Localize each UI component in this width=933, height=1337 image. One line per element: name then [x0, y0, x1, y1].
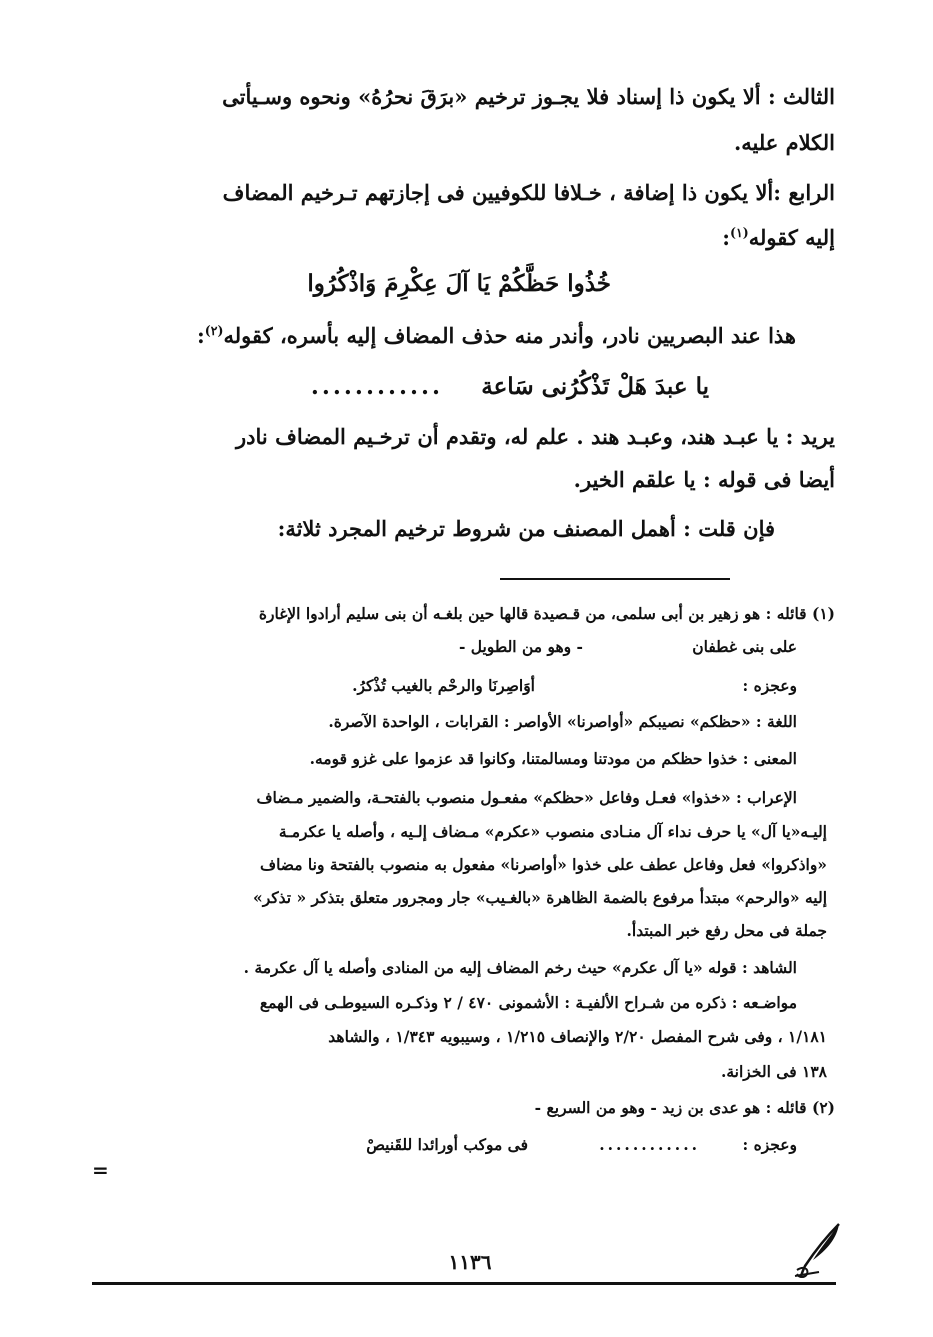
page-bottom-rule [92, 1282, 836, 1285]
footnote-1-evidence: الشاهد : قوله «يا آل عكرم» حيث رخم المضاف إليه من المنادى وأصله يا آل عكرمة . [243, 958, 797, 977]
footnote-1-line-2a: على بنى غطفان [692, 637, 797, 656]
footnote-separator [500, 578, 730, 580]
paragraph-third-condition-line-2: الكلام عليه. [733, 130, 835, 155]
paragraph-if-you-say: فإن قلت : أهمل المصنف من شروط ترخيم المجرد ثلاثة: [277, 516, 775, 541]
footnote-1-parsing-line-2: إليـه«يا آل» يا حرف نداء آل منـادى منصوب «عكرم» مـضاف إلـيه ، وأصله يا عكرمـة [278, 822, 827, 841]
paragraph-meaning-line-1: يريد : يا عبـد هند، وعبـد هند . علم له، وتقدم أن ترخـيم المضاف نادر [236, 424, 835, 449]
footnote-2-line-2a: وعجزه : [742, 1135, 797, 1154]
footnote-1-line-1: (١) قائله : هو زهير بن أبى سلمى، من قـصيدة قالها حين بلغـه أن بنى سليم أرادوا الإغارة [258, 604, 835, 623]
footnote-1-sources-line-3: ١٣٨ فى الخزانة. [720, 1062, 827, 1081]
footnote-1-line-3b: أوَاصِرنَا والرحْم بالغيب تُذْكرُ. [352, 676, 535, 695]
verse-line-2: يا عبدَ هَلْ تَذْكُرُنى سَاعة [481, 373, 709, 400]
paragraph-fourth-condition-line-1: الرابع :ألا يكون ذا إضافة ، خـلافا للكوفيين فى إجازتهم تـرخيم المضاف [222, 180, 835, 205]
footnote-1-line-3a: وعجزه : [742, 676, 797, 695]
footnote-1-parsing-line-5: جملة فى محل رفع خبر المبتدأ. [626, 921, 827, 940]
colon: : [722, 225, 731, 250]
verse-line-1: خُذُوا حَظَّكُمْ يَا آلَ عِكْرِمَ وَاذْكُرُوا [307, 270, 611, 297]
page-number: ١١٣٦ [448, 1250, 492, 1274]
colon: : [197, 323, 205, 348]
footnote-1-sources-line-1: مواضـعه : ذكره من شـراح الألفيـة : الأشمونى ٤٧٠ / ٢ وذكـره السيوطـى فى الهمع [259, 993, 797, 1012]
footnote-1-meaning: المعنى : خذوا حظكم من مودتنا ومسالمتنا، وكانوا قد عزموا على غزو قومه. [309, 749, 797, 768]
footnote-2-line-2b: ............ [599, 1135, 700, 1154]
paragraph-text: هذا عند البصريين نادر، وأندر منه حذف المضاف إليه بأسره، كقوله [223, 323, 796, 348]
footnote-ref-2: (٢) [204, 323, 224, 338]
paragraph-third-condition-line-1: الثالث : ألا يكون ذا إسناد فلا يجـوز ترخيم «برَقَ نحرُهُ» ونحوه وسـيأتى [222, 84, 835, 109]
paragraph-fourth-condition-line-2 [722, 225, 835, 250]
footnote-2-line-2c: فى موكب أورائدا للقَنيصْ [366, 1135, 528, 1154]
paragraph-meaning-line-2: أيضا فى قوله : يا علقم الخير. [573, 467, 835, 492]
footnote-1-parsing-line-4: إليه «والرحم» مبتدأ مرفوع بالضمة الظاهرة «بالغـيب» جار ومجرور متعلق بتذكر « تذكر» [253, 888, 827, 907]
quill-icon [793, 1220, 845, 1280]
footnote-1-parsing-line-3: «واذكروا» فعل وفاعل عطف على خذوا «أواصرنا» مفعول به منصوب بالفتحة ونا مضاف [260, 855, 827, 874]
footnote-ref-1: (١) [730, 225, 749, 240]
footnote-1-language: اللغة : «حظكم» نصيبكم «أواصرنا» الأواصر : القرابات ، الواحدة الآصرة. [328, 712, 797, 731]
verse-line-2-dots: ............ [310, 373, 443, 400]
paragraph-text: إليه كقوله [748, 225, 835, 250]
paragraph-basrans-line [197, 323, 796, 348]
continuation-mark: = [92, 1158, 109, 1182]
footnote-1-line-2b: - وهو من الطويل - [458, 637, 583, 656]
footnote-1-parsing-line-1: الإعراب : «خذوا» فعـل وفاعل «حظكم» مفعـول منصوب بالفتحـة، والضمير مـضاف [256, 788, 797, 807]
footnote-2-line-1: (٢) قائله : هو عدى بن زيد - وهو من السريع - [534, 1098, 835, 1117]
footnote-1-sources-line-2: ١/١٨١ ، وفى شرح المفصل ٢/٢٠ والإنصاف ١/٢١٥ ، وسيبويه ١/٣٤٣ ، والشاهد [328, 1027, 827, 1046]
